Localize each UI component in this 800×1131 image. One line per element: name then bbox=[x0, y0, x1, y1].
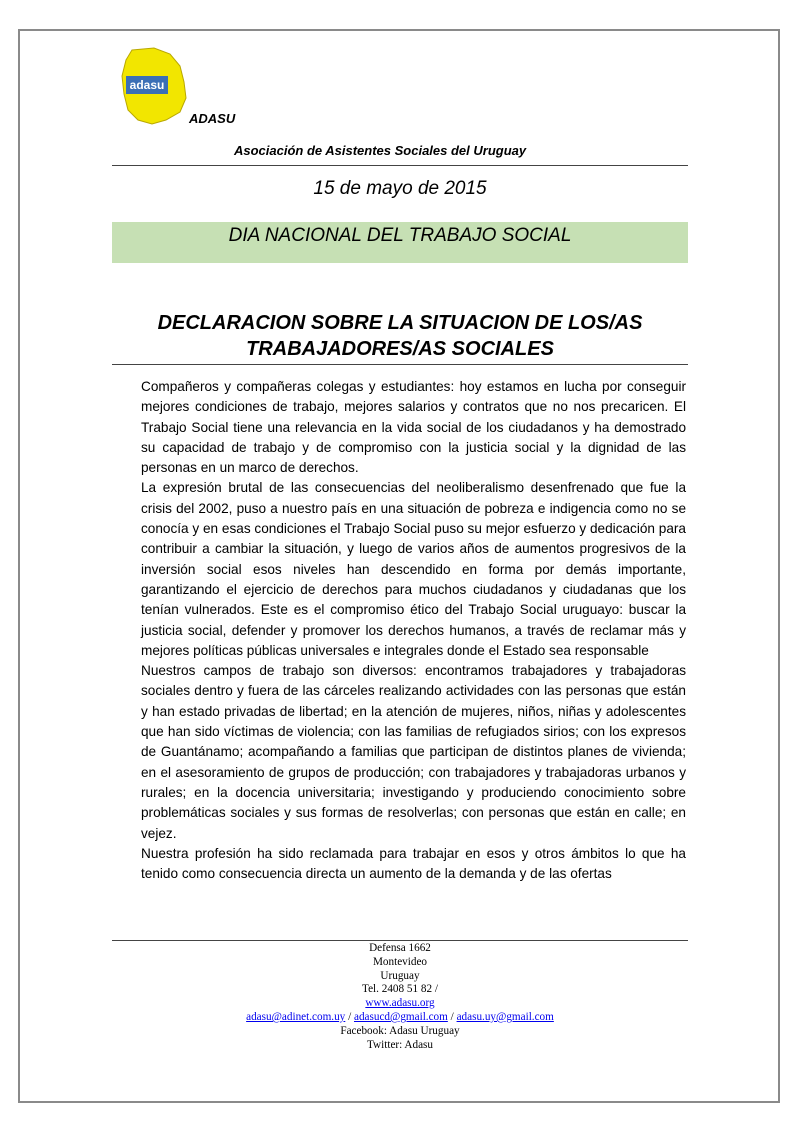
footer-country: Uruguay bbox=[380, 969, 420, 982]
header-divider bbox=[112, 165, 688, 166]
footer-phone: Tel. 2408 51 82 / bbox=[362, 983, 438, 996]
footer-facebook: Facebook: Adasu Uruguay bbox=[340, 1024, 460, 1037]
banner-text: DIA NACIONAL DEL TRABAJO SOCIAL bbox=[228, 225, 572, 246]
title-line-1: DECLARACION SOBRE LA SITUACION DE LOS/AS bbox=[157, 312, 643, 334]
paragraph: Nuestra profesión ha sido reclamada para trabajar en esos y otros ámbitos lo que ha tenido como consecuencia directa un aumento de la demanda y de las ofertas bbox=[141, 845, 686, 882]
footer-city: Montevideo bbox=[372, 955, 428, 968]
paragraph: La expresión brutal de las consecuencias del neoliberalismo desenfrenado que fue la crisis del 2002, puso a nuestro país en una situación de pobreza e indigencia como no se conocía y en esas condiciones el Trabajo Social puso su mejor esfuerzo y dedicación para contribuir a cambiar la situación, y luego de varios años de aumentos progresivos de la inversión social esos niveles han descendido en forma por demás importante, garantizando el ejercicio de derechos para muchos ciudadanos y ciudadanas que los tenían vulnerados. Este es el compromiso ético del Trabajo Social uruguayo: buscar la justicia social, defender y promover los derechos humanos, a través de reclamar más y mejores políticas públicas universales e integrales donde el Estado sea responsable bbox=[141, 480, 686, 658]
paragraph: Nuestros campos de trabajo son diversos: encontramos trabajadores y trabajadoras sociales dentro y fuera de las cárceles realizando actividades con las personas que están y han estado privadas de libertad; en la atención de mujeres, niños, niñas y adolescentes que han sido víctimas de violencia; con las familias de refugiados sirios; con los expresos de Guantánamo; acompañando a familias que participan de distintos planes de vivienda; en el asesoramiento de grupos de producción; con trabajadores y trabajadoras urbanos y rurales; en la docencia universitaria; investigando y produciendo conocimiento sobre problemáticas sociales y sus formas de resolverlas; con personas que están en calle; en vejez. bbox=[141, 663, 686, 841]
day-banner bbox=[112, 222, 688, 263]
email-link-adasu-uy[interactable]: adasu.uy@gmail.com bbox=[456, 1010, 554, 1023]
document-date: 15 de mayo de 2015 bbox=[313, 178, 487, 199]
contact-footer bbox=[112, 942, 688, 1052]
footer-divider bbox=[112, 940, 688, 941]
org-full-name: Asociación de Asistentes Sociales del Uruguay bbox=[234, 143, 527, 158]
document-title bbox=[112, 310, 688, 362]
email-separator: / bbox=[447, 1010, 457, 1023]
footer-twitter: Twitter: Adasu bbox=[366, 1038, 434, 1051]
logo-text: adasu bbox=[129, 78, 165, 92]
email-link-adasucd[interactable]: adasucd@gmail.com bbox=[353, 1010, 448, 1023]
org-short-name: ADASU bbox=[189, 111, 236, 126]
declaration-body bbox=[141, 377, 686, 884]
email-separator: / bbox=[345, 1010, 354, 1023]
paragraph: Compañeros y compañeras colegas y estudiantes: hoy estamos en lucha por conseguir mejores condiciones de trabajo, mejores salarios y contratos que no nos precaricen. El Trabajo Social tiene una relevancia en la vida social de los ciudadanos y ha demostrado su capacidad de trabajo y de compromiso con la justicia social y la dignidad de las personas en un marco de derechos. bbox=[141, 379, 686, 476]
title-divider bbox=[112, 364, 688, 365]
footer-address: Defensa 1662 bbox=[369, 942, 431, 954]
website-link[interactable]: www.adasu.org bbox=[365, 997, 435, 1010]
title-line-2: TRABAJADORES/AS SOCIALES bbox=[246, 338, 554, 360]
adasu-logo bbox=[118, 46, 188, 128]
email-link-adinet[interactable]: adasu@adinet.com.uy bbox=[246, 1010, 346, 1023]
